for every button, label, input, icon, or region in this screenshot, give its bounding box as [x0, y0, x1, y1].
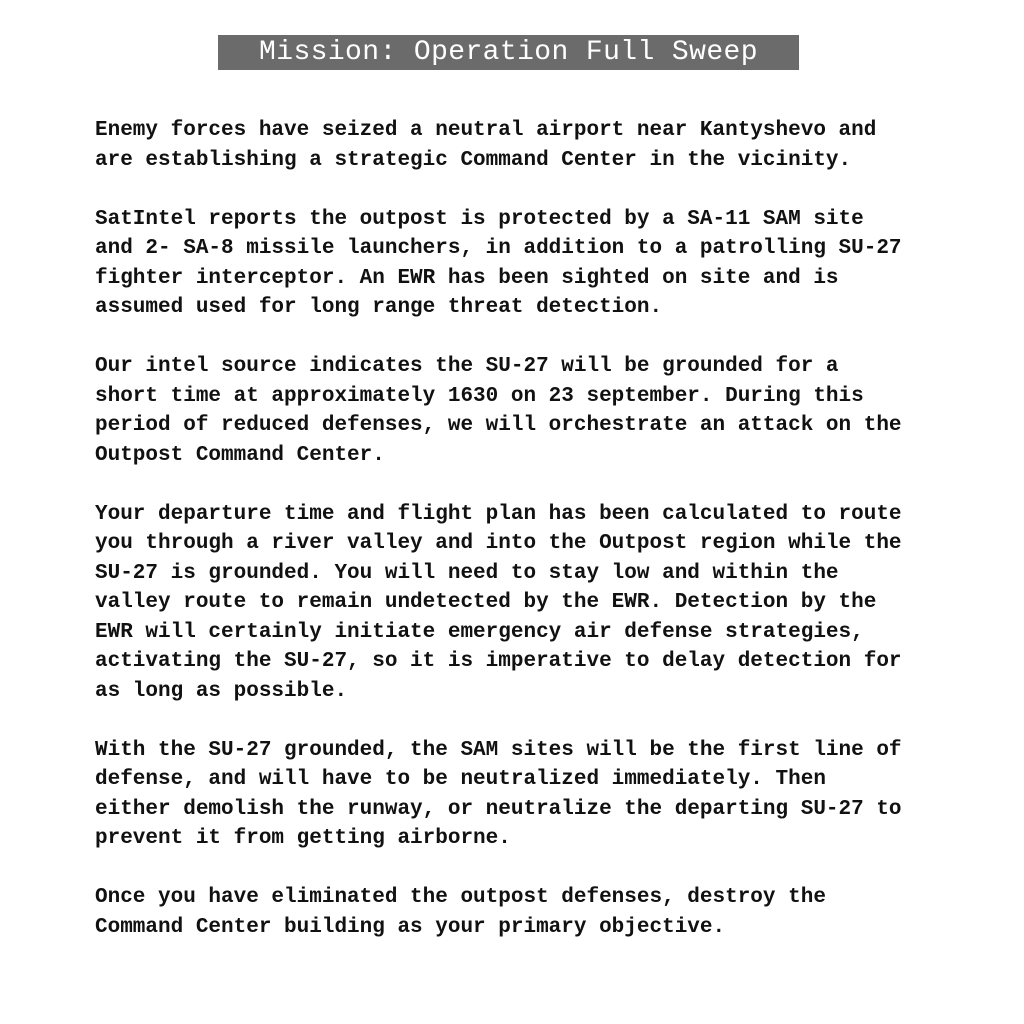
briefing-paragraph-situation: Enemy forces have seized a neutral airport near Kantyshevo and are establishing a strategic Command Center in the vicinity. — [95, 119, 877, 172]
mission-title-bar — [218, 35, 799, 70]
briefing-paragraph-objective: Once you have eliminated the outpost defenses, destroy the Command Center building as your primary objective. — [95, 886, 826, 939]
briefing-paragraph-route: Your departure time and flight plan has been calculated to route you through a river valley and into the Outpost region while the SU-27 is grounded. You will need to stay low and within the valley route to remain undetected by the EWR. Detection by the EWR will certainly initiate emergency air defense strategies, activating the SU-27, so it is imperative to delay detection for as long as possible. — [95, 502, 902, 703]
mission-briefing — [95, 116, 935, 972]
briefing-paragraph-intel: SatIntel reports the outpost is protected by a SA-11 SAM site and 2- SA-8 missile launchers, in addition to a patrolling SU-27 fighter interceptor. An EWR has been sighted on site and is assumed used for long range threat detection. — [95, 207, 902, 319]
briefing-paragraph-timing: Our intel source indicates the SU-27 will be grounded for a short time at approximately 1630 on 23 september. During this period of reduced defenses, we will orchestrate an attack on the Outpost Command Center. — [95, 355, 902, 467]
mission-title: Mission: Operation Full Sweep — [259, 37, 758, 68]
briefing-paragraph-tactics: With the SU-27 grounded, the SAM sites will be the first line of defense, and will have to be neutralized immediately. Then either demolish the runway, or neutralize the departing SU-27 to prevent it from getting airborne. — [95, 738, 902, 850]
